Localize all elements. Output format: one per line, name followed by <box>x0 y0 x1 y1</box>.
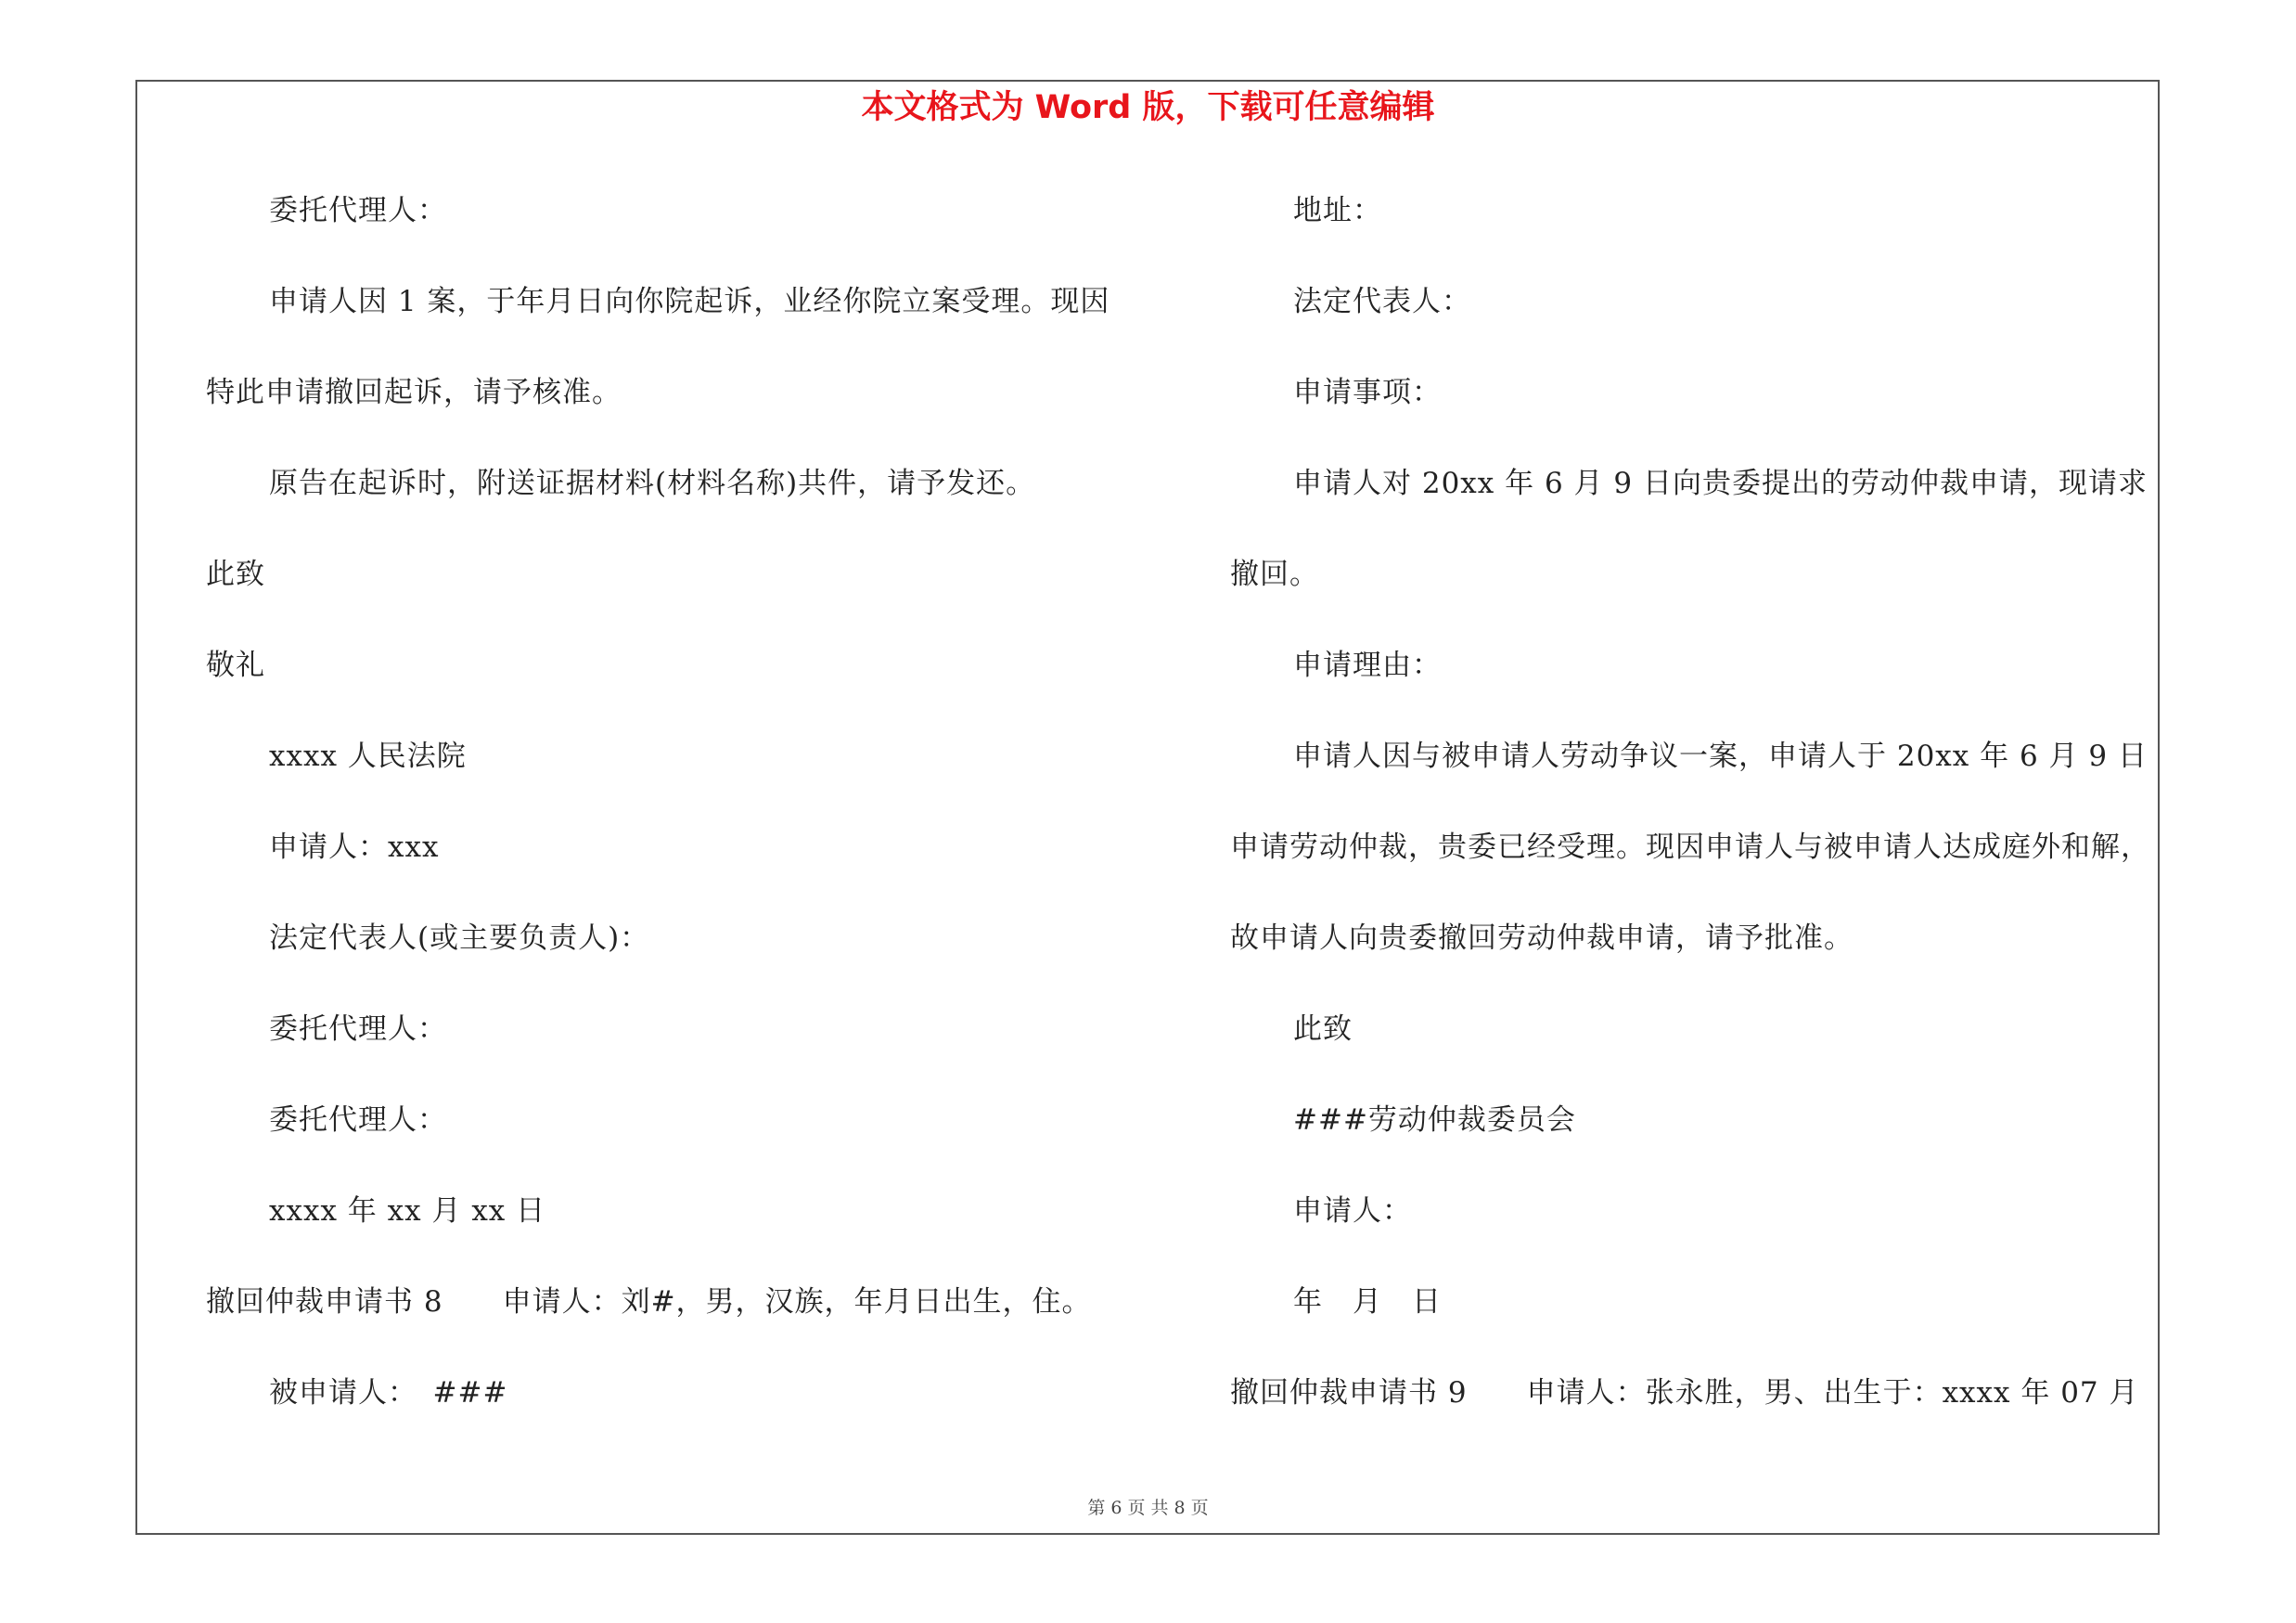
paragraph-line: 原告在起诉时，附送证据材料(材料名称)共件，请予发还。 <box>269 467 1036 500</box>
left-column <box>206 182 1134 1455</box>
right-column <box>1230 182 2158 1455</box>
paragraph-line: xxxx 年 xx 月 xx 日 <box>269 1194 546 1228</box>
paragraph-line: 法定代表人： <box>1293 285 1471 318</box>
paragraph-line: xxxx 人民法院 <box>269 740 467 773</box>
paragraph-line: 撤回仲裁申请书 8 申请人：刘#，男，汉族，年月日出生，住。 <box>206 1285 1092 1319</box>
paragraph-line: 委托代理人： <box>269 194 447 227</box>
paragraph-line: 申请劳动仲裁，贵委已经受理。现因申请人与被申请人达成庭外和解， <box>1230 831 2150 864</box>
format-banner: 本文格式为 Word 版，下载可任意编辑 <box>861 89 1435 126</box>
paragraph-line: 申请人对 20xx 年 6 月 9 日向贵委提出的劳动仲裁申请，现请求 <box>1293 467 2148 500</box>
paragraph-line: 委托代理人： <box>269 1103 447 1137</box>
paragraph-line: 申请理由： <box>1293 649 1442 682</box>
paragraph-line: 申请人：xxx <box>269 831 440 864</box>
paragraph-line: 此致 <box>206 558 265 591</box>
paragraph-line: 申请人因 1 案，于年月日向你院起诉，业经你院立案受理。现因 <box>269 285 1110 318</box>
paragraph-line: 申请人： <box>1293 1194 1412 1228</box>
paragraph-line: 委托代理人： <box>269 1012 447 1046</box>
paragraph-line: 申请事项： <box>1293 376 1442 409</box>
paragraph-line: 被申请人： ### <box>269 1376 508 1410</box>
paragraph-line: 特此申请撤回起诉，请予核准。 <box>206 376 622 409</box>
paragraph-line: 年 月 日 <box>1293 1285 1442 1319</box>
paragraph-line: 地址： <box>1293 194 1382 227</box>
page-number: 第 6 页 共 8 页 <box>1087 1498 1209 1518</box>
paragraph-line: 撤回仲裁申请书 9 申请人：张永胜，男、出生于：xxxx 年 07 月 <box>1230 1376 2139 1410</box>
paragraph-line: ###劳动仲裁委员会 <box>1293 1103 1576 1137</box>
paragraph-line: 申请人因与被申请人劳动争议一案，申请人于 20xx 年 6 月 9 日 <box>1293 740 2148 773</box>
paragraph-line: 故申请人向贵委撤回劳动仲裁申请，请予批准。 <box>1230 921 1853 955</box>
paragraph-line: 撤回。 <box>1230 558 1319 591</box>
paragraph-line: 此致 <box>1293 1012 1353 1046</box>
paragraph-line: 敬礼 <box>206 649 265 682</box>
paragraph-line: 法定代表人(或主要负责人)： <box>269 921 650 955</box>
